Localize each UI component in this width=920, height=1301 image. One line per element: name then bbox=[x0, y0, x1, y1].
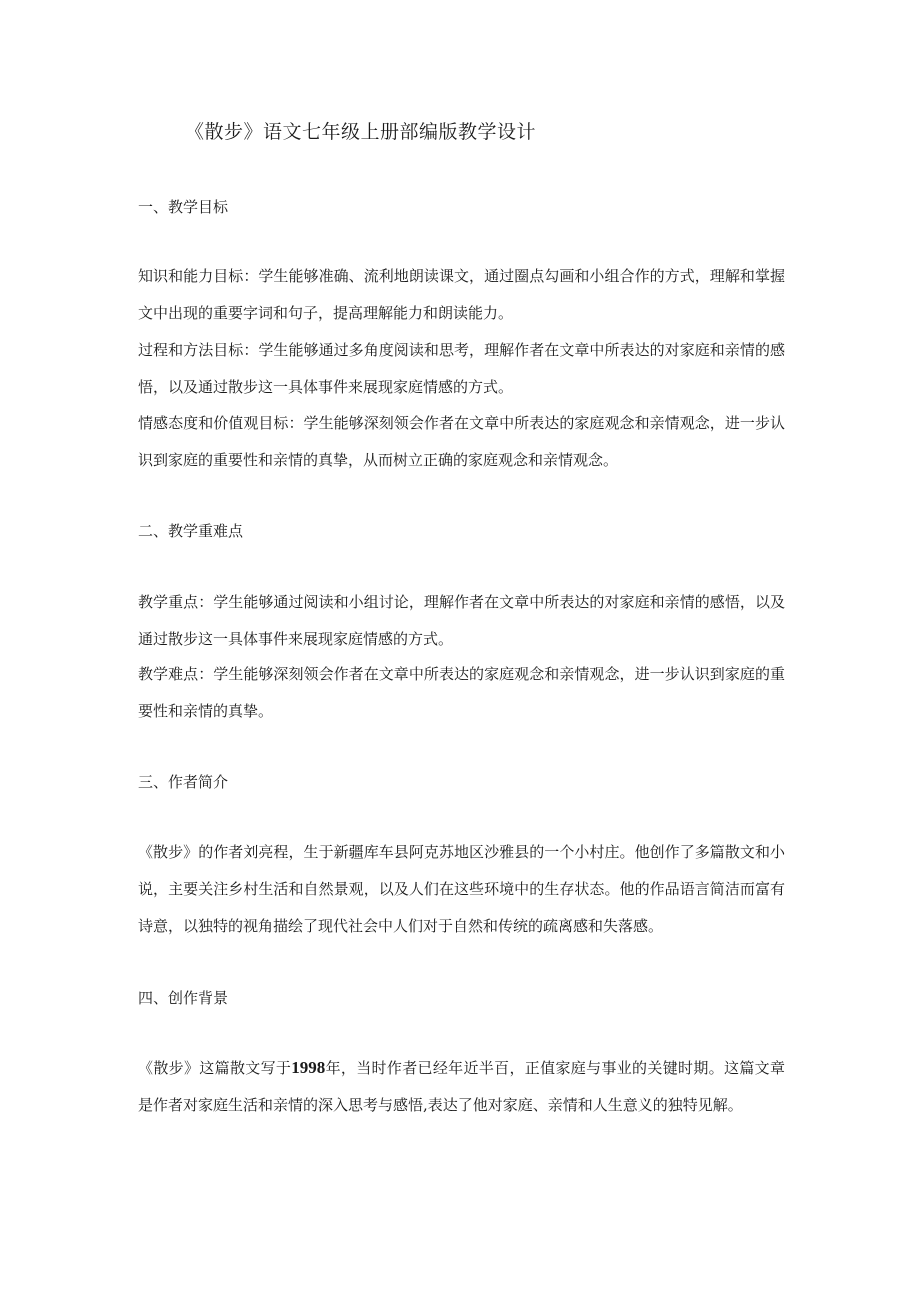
section-heading-author: 三、作者简介 bbox=[138, 773, 229, 791]
section-heading-background: 四、创作背景 bbox=[138, 989, 229, 1007]
paragraph-creation-background bbox=[138, 1049, 785, 1124]
paragraph-teaching-difficulty: 教学难点：学生能够深刻领会作者在文章中所表达的家庭观念和亲情观念，进一步认识到家庭的重要性和亲情的真挚。 bbox=[138, 665, 785, 720]
document-title: 《散步》语文七年级上册部编版教学设计 bbox=[185, 121, 537, 143]
paragraph-teaching-focus: 教学重点：学生能够通过阅读和小组讨论，理解作者在文章中所表达的对家庭和亲情的感悟，以及通过散步这一具体事件来展现家庭情感的方式。 bbox=[138, 593, 785, 648]
background-text-before: 《散步》这篇散文写于 bbox=[138, 1059, 292, 1077]
background-text-after: 年，当时作者已经年近半百，正值家庭与事业的关键时期。这篇文章是作者对家庭生活和亲情的深入思考与感悟,表达了他对家庭、亲情和人生意义的独特见解。 bbox=[138, 1059, 785, 1114]
section-heading-key-points: 二、教学重难点 bbox=[138, 522, 244, 540]
section-heading-objectives: 一、教学目标 bbox=[138, 198, 229, 216]
background-year: 1998 bbox=[291, 1058, 326, 1077]
paragraph-process-objective: 过程和方法目标：学生能够通过多角度阅读和思考，理解作者在文章中所表达的对家庭和亲情的感悟，以及通过散步这一具体事件来展现家庭情感的方式。 bbox=[138, 341, 785, 396]
paragraph-knowledge-objective: 知识和能力目标：学生能够准确、流利地朗读课文，通过圈点勾画和小组合作的方式，理解和掌握文中出现的重要字词和句子，提高理解能力和朗读能力。 bbox=[138, 267, 785, 322]
paragraph-emotion-objective: 情感态度和价值观目标：学生能够深刻领会作者在文章中所表达的家庭观念和亲情观念，进一步认识到家庭的重要性和亲情的真挚，从而树立正确的家庭观念和亲情观念。 bbox=[138, 414, 785, 469]
paragraph-author-intro: 《散步》的作者刘亮程，生于新疆库车县阿克苏地区沙雅县的一个小村庄。他创作了多篇散文和小说，主要关注乡村生活和自然景观，以及人们在这些环境中的生存状态。他的作品语言简洁而富有诗意，以独特的视角描绘了现代社会中人们对于自然和传统的疏离感和失落感。 bbox=[138, 843, 785, 935]
